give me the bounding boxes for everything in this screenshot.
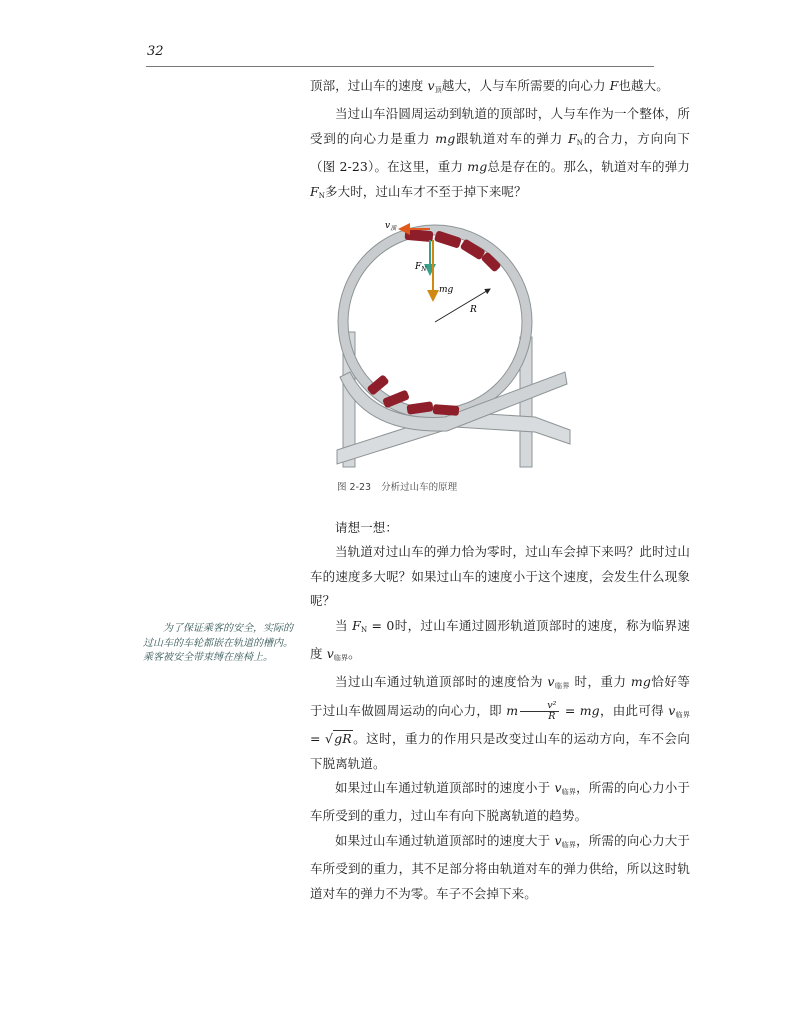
- think-heading: 请想一想：: [335, 520, 399, 535]
- roller-coaster-diagram: [335, 212, 575, 474]
- paragraph-5: 如果过山车通过轨道顶部时的速度小于 $v_{临界}$，所需的向心力小于车所受到的重力，过山车有向下脱离轨道的趋势。: [310, 780, 690, 824]
- paragraph-2: 当过山车沿圆周运动到轨道的顶部时，人与车作为一个整体，所受到的向心力是重力 mg跟轨道对车的弹力 $F_N$的合力，方向向下（图 2-23）。在这里，重力 mg总是存在的。那么，轨道对车的弹力 $F_N$多大时，过山车才不至于掉下来呢？: [310, 106, 690, 200]
- paragraph-1: 顶部，过山车的速度 $v_顶$越大，人与车所需要的向心力 F也越大。: [310, 78, 669, 94]
- page-number: 32: [147, 44, 164, 59]
- label-gravity: mg: [439, 285, 454, 295]
- figure-caption: 图 2-23 分析过山车的原理: [337, 482, 458, 493]
- margin-note: [143, 622, 293, 666]
- label-normal-force: $F_N$: [415, 262, 427, 273]
- label-velocity: $v_顶$: [385, 221, 397, 232]
- fraction-v2-over-R: $\frac{\text{v²}}{R}$: [520, 701, 558, 722]
- question-paragraph: 当轨道对过山车的弹力恰为零时，过山车会掉下来吗？此时过山车的速度多大呢？如果过山车的速度小于这个速度，会发生什么现象呢？: [310, 544, 690, 609]
- header-rule: [146, 66, 654, 67]
- paragraph-6: 如果过山车通过轨道顶部时的速度大于 $v_{临界}$，所需的向心力大于车所受到的重力，其不足部分将由轨道对车的弹力供给，所以这时轨道对车的弹力不为零。车子不会掉下来。: [310, 832, 690, 901]
- figure-roller-coaster: [335, 212, 575, 474]
- paragraph-4: 当过山车通过轨道顶部时的速度恰为 $v_{临界}$ 时，重力 mg恰好等于过山车做圆周运动的向心力，即 m $\frac{\text{v²}}{R}$ = mg，由此可得 $v_{临界} = √gR$。这时，重力的作用只是改变过山车的运动方向，车不会向下脱离轨道。: [310, 674, 691, 771]
- text-block-top: [310, 74, 690, 208]
- text-block-bottom: [310, 516, 690, 906]
- label-radius: R: [470, 305, 477, 315]
- margin-note-text: 为了保证乘客的安全，实际的过山车的车轮都嵌在轨道的槽内。乘客被安全带束缚在座椅上。: [143, 623, 293, 663]
- paragraph-3: 当 $F_N = 0$时，过山车通过圆形轨道顶部时的速度，称为临界速度 $v_{临界}$。: [310, 617, 690, 663]
